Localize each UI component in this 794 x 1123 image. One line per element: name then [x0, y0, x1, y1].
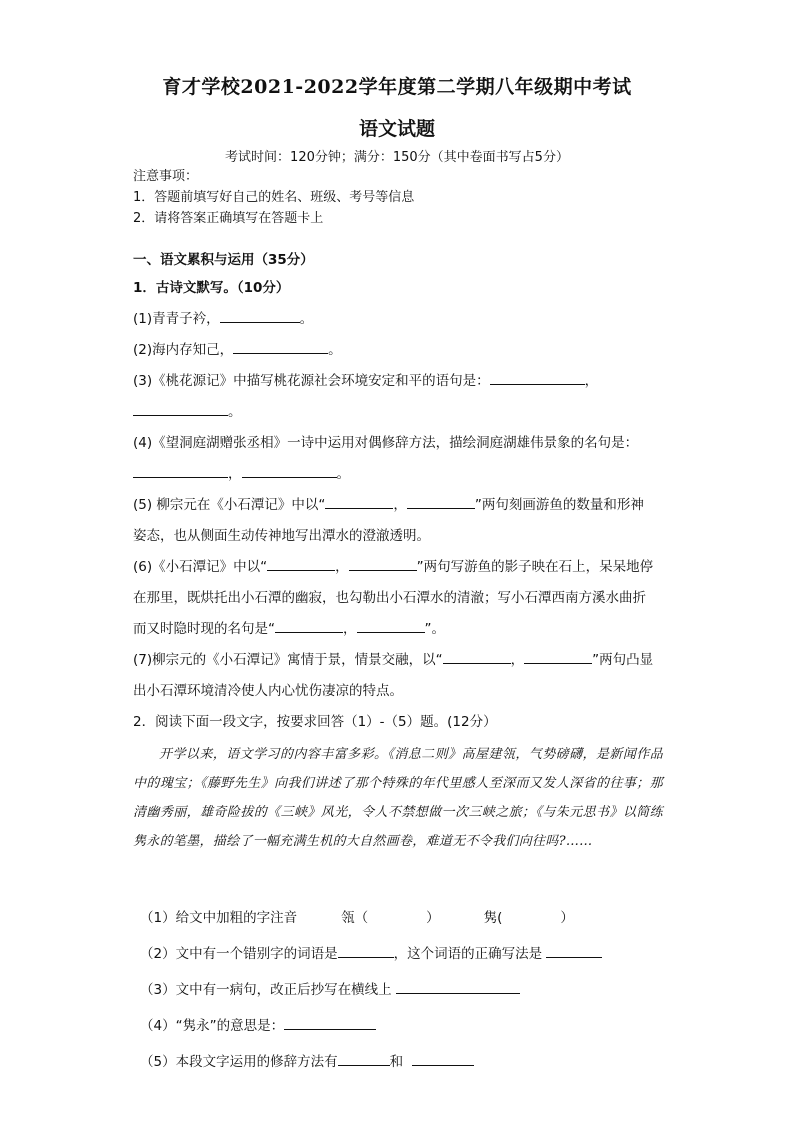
q1-item-4-cont: ， 。 — [133, 459, 668, 490]
answer-blank[interactable] — [267, 556, 335, 571]
question-2-heading: 2．阅读下面一段文字，按要求回答（1）-（5）题。(12分） — [133, 714, 497, 730]
answer-blank[interactable] — [275, 618, 343, 633]
answer-blank[interactable] — [133, 463, 228, 478]
answer-blank[interactable] — [233, 339, 328, 354]
question-2-subquestions — [140, 900, 602, 1080]
q1-item-5-cont: 姿态，也从侧面生动传神地写出潭水的澄澈透明。 — [133, 528, 430, 544]
answer-blank[interactable] — [133, 401, 228, 416]
notes-heading: 注意事项： — [133, 169, 199, 184]
answer-blank[interactable] — [242, 463, 337, 478]
q1-item-6-cont2: 而又时隐时现的名句是“ ， ”。 — [133, 614, 668, 645]
answer-blank[interactable] — [338, 1051, 390, 1066]
answer-blank[interactable] — [325, 494, 393, 509]
subquestion-1: （1）给文中加粗的字注音 瓴（ ） 隽( ） — [140, 910, 574, 926]
answer-blank[interactable] — [407, 494, 475, 509]
answer-blank[interactable] — [546, 943, 602, 958]
q1-item-7: (7)柳宗元的《小石潭记》寓情于景，情景交融，以“ ， ”两句凸显 — [133, 645, 668, 676]
subquestion-4: （4）“隽永”的意思是： — [140, 1008, 602, 1044]
answer-blank[interactable] — [490, 370, 585, 385]
q1-item-1: (1)青青子衿， 。 — [133, 304, 668, 335]
section-heading: 一、语文累积与运用（35分） — [133, 252, 314, 268]
page-title: 育才学校2021-2022学年度第二学期八年级期中考试 — [162, 76, 632, 98]
subquestion-3: （3）文中有一病句，改正后抄写在横线上 — [140, 972, 602, 1008]
answer-blank[interactable] — [338, 943, 394, 958]
answer-blank[interactable] — [443, 649, 511, 664]
page-subtitle: 语文试题 — [358, 118, 435, 140]
answer-blank[interactable] — [396, 979, 520, 994]
answer-blank[interactable] — [524, 649, 592, 664]
question-1-heading: 1．古诗文默写。（10分） — [133, 280, 290, 296]
answer-blank[interactable] — [412, 1051, 474, 1066]
notes-item: 1．答题前填写好自己的姓名、班级、考号等信息 — [133, 190, 415, 205]
q1-item-7-cont: 出小石潭环境清冷使人内心忧伤凄凉的特点。 — [133, 683, 403, 699]
notes-block — [133, 166, 414, 229]
q1-item-5: (5) 柳宗元在《小石潭记》中以“ ， ”两句刻画游鱼的数量和形神 — [133, 490, 668, 521]
q1-item-2: (2)海内存知己， 。 — [133, 335, 668, 366]
notes-item: 2．请将答案正确填写在答题卡上 — [133, 211, 324, 226]
q1-item-3-cont: 。 — [133, 397, 668, 428]
answer-blank[interactable] — [349, 556, 417, 571]
answer-blank[interactable] — [284, 1015, 376, 1030]
reading-passage: 开学以来，语文学习的内容丰富多彩。《消息二则》高屋建瓴，气势磅礴，是新闻作品中的瑰宝；《藤野先生》向我们讲述了那个特殊的年代里感人至深而又发人深省的往事；那清幽秀丽，雄奇险拔的《三峡》风光，令人不禁想做一次三峡之旅；《与朱元思书》以简练隽永的笔墨，描绘了一幅充满生机的大自然画卷，难道无不令我们向往吗?…… — [133, 747, 663, 849]
q1-item-6: (6)《小石潭记》中以“ ， ”两句写游鱼的影子映在石上，呆呆地停 — [133, 552, 668, 583]
question-1-items — [133, 304, 668, 707]
exam-info: 考试时间：120分钟；满分：150分（其中卷面书写占5分） — [225, 150, 569, 165]
subquestion-5: （5）本段文字运用的修辞方法有 和 — [140, 1044, 602, 1080]
subquestion-2: （2）文中有一个错别字的词语是 ，这个词语的正确写法是 — [140, 936, 602, 972]
q1-item-3: (3)《桃花源记》中描写桃花源社会环境安定和平的语句是： ， — [133, 366, 668, 397]
q1-item-4: (4)《望洞庭湖赠张丞相》一诗中运用对偶修辞方法，描绘洞庭湖雄伟景象的名句是： — [133, 435, 639, 451]
answer-blank[interactable] — [220, 308, 300, 323]
answer-blank[interactable] — [357, 618, 425, 633]
q1-item-6-cont: 在那里，既烘托出小石潭的幽寂，也勾勒出小石潭水的清澈；写小石潭西南方溪水曲折 — [133, 590, 646, 606]
